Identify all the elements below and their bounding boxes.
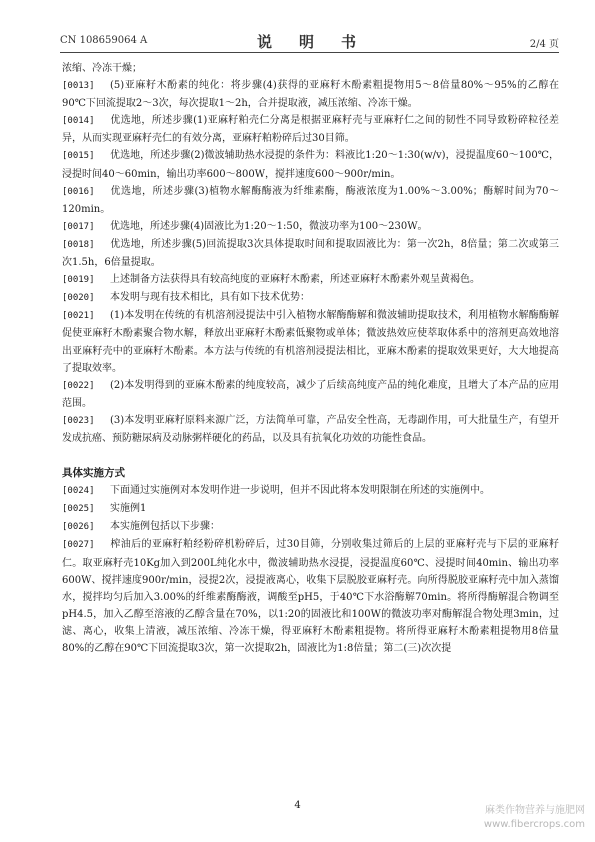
paragraph-text: 优选地，所述步骤(2)微波辅助热水浸提的条件为：料液比1:20～1:30(w/v)，浸提温度60～100℃，浸提时间40～60min，输出功率600～800W，搅拌速度600～900r/min。 [62, 150, 559, 180]
paragraph-number: [0014] [62, 116, 95, 127]
paragraph-text: 下面通过实施例对本发明作进一步说明，但并不因此将本发明限制在所述的实施例中。 [110, 485, 490, 497]
paragraph-group-2 [62, 482, 559, 657]
paragraph-number: [0021] [62, 311, 95, 322]
paragraph-number: [0015] [62, 151, 95, 162]
paragraph [62, 412, 559, 447]
paragraph [62, 500, 559, 518]
patent-number: CN 108659064 A [60, 35, 148, 46]
paragraph-number: [0013] [62, 81, 95, 92]
watermark [484, 804, 585, 832]
paragraph-text: 本实施例包括以下步骤： [110, 521, 220, 533]
paragraph [62, 77, 559, 112]
paragraph-number: [0026] [62, 522, 95, 533]
paragraph-number: [0025] [62, 504, 95, 515]
document-title: 说 明 书 [256, 33, 362, 51]
paragraph-number: [0024] [62, 486, 95, 497]
paragraph [62, 307, 559, 376]
paragraph-group-1 [62, 60, 559, 447]
paragraph-number: [0016] [62, 186, 95, 197]
paragraph [62, 377, 559, 412]
paragraph [62, 536, 559, 657]
paragraph [62, 60, 559, 77]
paragraph-text: 榨油后的亚麻籽粕经粉碎机粉碎后，过30目筛，分别收集过筛后的上层的亚麻籽壳与下层的亚麻籽仁。取亚麻籽壳10Kg加入到200L纯化水中，微波辅助热水浸提，浸提温度60℃、浸提时间40min、输出功率600W、搅拌速度900r/min，浸提2次，浸提液离心，收集下层脱胶亚麻籽壳。向所得脱胶亚麻籽壳中加入蒸馏水，搅拌均匀后加入3.00%的纤维素酶酶液，调酸至pH5，于40℃下水浴酶解70min。将所得酶解混合物调至pH4.5，加入乙醇至溶液的乙醇含量在70%，以1:20的固液比和100W的微波功率对酶解混合物处理3min，过滤、离心，收集上清液，减压浓缩、冷冻干燥，得亚麻籽木酚素粗提物。将所得亚麻籽木酚素粗提物用8倍量80%的乙醇在90℃下回流提取3次，第一次提取2h，固液比为1:8倍量；第二(三)次次提 [62, 539, 559, 654]
paragraph-text: (3)本发明亚麻籽原料来源广泛，方法简单可靠，产品安全性高，无毒副作用，可大批量生产，有望开发成抗癌、预防糖尿病及动脉粥样硬化的药品，以及具有抗氧化功效的功能性食品。 [62, 414, 559, 444]
paragraph-number: [0018] [62, 239, 95, 250]
paragraph [62, 112, 559, 147]
document-body [62, 60, 559, 657]
section-heading: 具体实施方式 [62, 467, 125, 480]
paragraph [62, 518, 559, 536]
paragraph-number: [0020] [62, 293, 95, 304]
watermark-url: www.fibercrops.com [483, 819, 585, 830]
paragraph [62, 236, 559, 271]
paragraph-text: 上述制备方法获得具有较高纯度的亚麻籽木酚素，所述亚麻籽木酚素外观呈黄褐色。 [110, 274, 480, 286]
page-header [60, 31, 559, 49]
paragraph-text: (1)本发明在传统的有机溶剂浸提法中引入植物水解酶酶解和微波辅助提取技术，利用植物水解酶酶解促使亚麻籽木酚素聚合物水解，释放出亚麻籽木酚素低聚物或单体；微波热效应使萃取体系中的溶剂更高效地溶出亚麻籽壳中的亚麻籽木酚素。本方法与传统的有机溶剂浸提法相比，亚麻木酚素的提取效果更好，大大地提高了提取效率。 [62, 310, 559, 374]
paragraph-text: 实施例1 [110, 503, 147, 515]
paragraph-text: 优选地，所述步骤(5)回流提取3次具体提取时间和提取固液比为：第一次2h，8倍量；第二次或第三次1.5h，6倍量提取。 [62, 238, 559, 269]
paragraph [62, 289, 559, 307]
paragraph-text: 优选地，所述步骤(4)固液比为1:20～1:50，微波功率为100～230W。 [110, 220, 428, 232]
paragraph-text: 浓缩、冷冻干燥； [62, 63, 142, 74]
paragraph [62, 147, 559, 182]
paragraph [62, 271, 559, 289]
page-indicator: 2/4 页 [529, 39, 559, 50]
paragraph [62, 218, 559, 236]
paragraph-number: [0023] [62, 415, 95, 426]
paragraph-number: [0019] [62, 275, 95, 286]
paragraph-text: 优选地，所述步骤(1)亚麻籽粕壳仁分离是根据亚麻籽壳与亚麻籽仁之间的韧性不同导致粉碎粒径差异，从而实现亚麻籽壳仁的有效分离，亚麻籽粕粉碎后过30目筛。 [62, 115, 559, 145]
paragraph-number: [0017] [62, 221, 95, 232]
watermark-site-name: 麻类作物营养与施肥网 [485, 805, 585, 816]
page-number: 4 [294, 800, 301, 811]
paragraph-text: 本发明与现有技术相比，具有如下技术优势： [110, 292, 310, 304]
paragraph [62, 482, 559, 500]
header-rule [60, 52, 559, 53]
paragraph [62, 183, 559, 218]
paragraph-text: (5)亚麻籽木酚素的纯化：将步骤(4)获得的亚麻籽木酚素粗提物用5～8倍量80%～95%的乙醇在90℃下回流提取2～3次，每次提取1～2h，合并提取液，减压浓缩、冷冻干燥。 [62, 80, 559, 110]
paragraph-text: (2)本发明得到的亚麻木酚素的纯度较高，减少了后续高纯度产品的纯化难度，且增大了本产品的应用范围。 [62, 379, 559, 409]
paragraph-number: [0027] [62, 540, 95, 551]
paragraph-number: [0022] [62, 380, 95, 391]
paragraph-text: 优选地，所述步骤(3)植物水解酶酶液为纤维素酶，酶液浓度为1.00%～3.00%；酶解时间为70～120min。 [62, 185, 559, 215]
